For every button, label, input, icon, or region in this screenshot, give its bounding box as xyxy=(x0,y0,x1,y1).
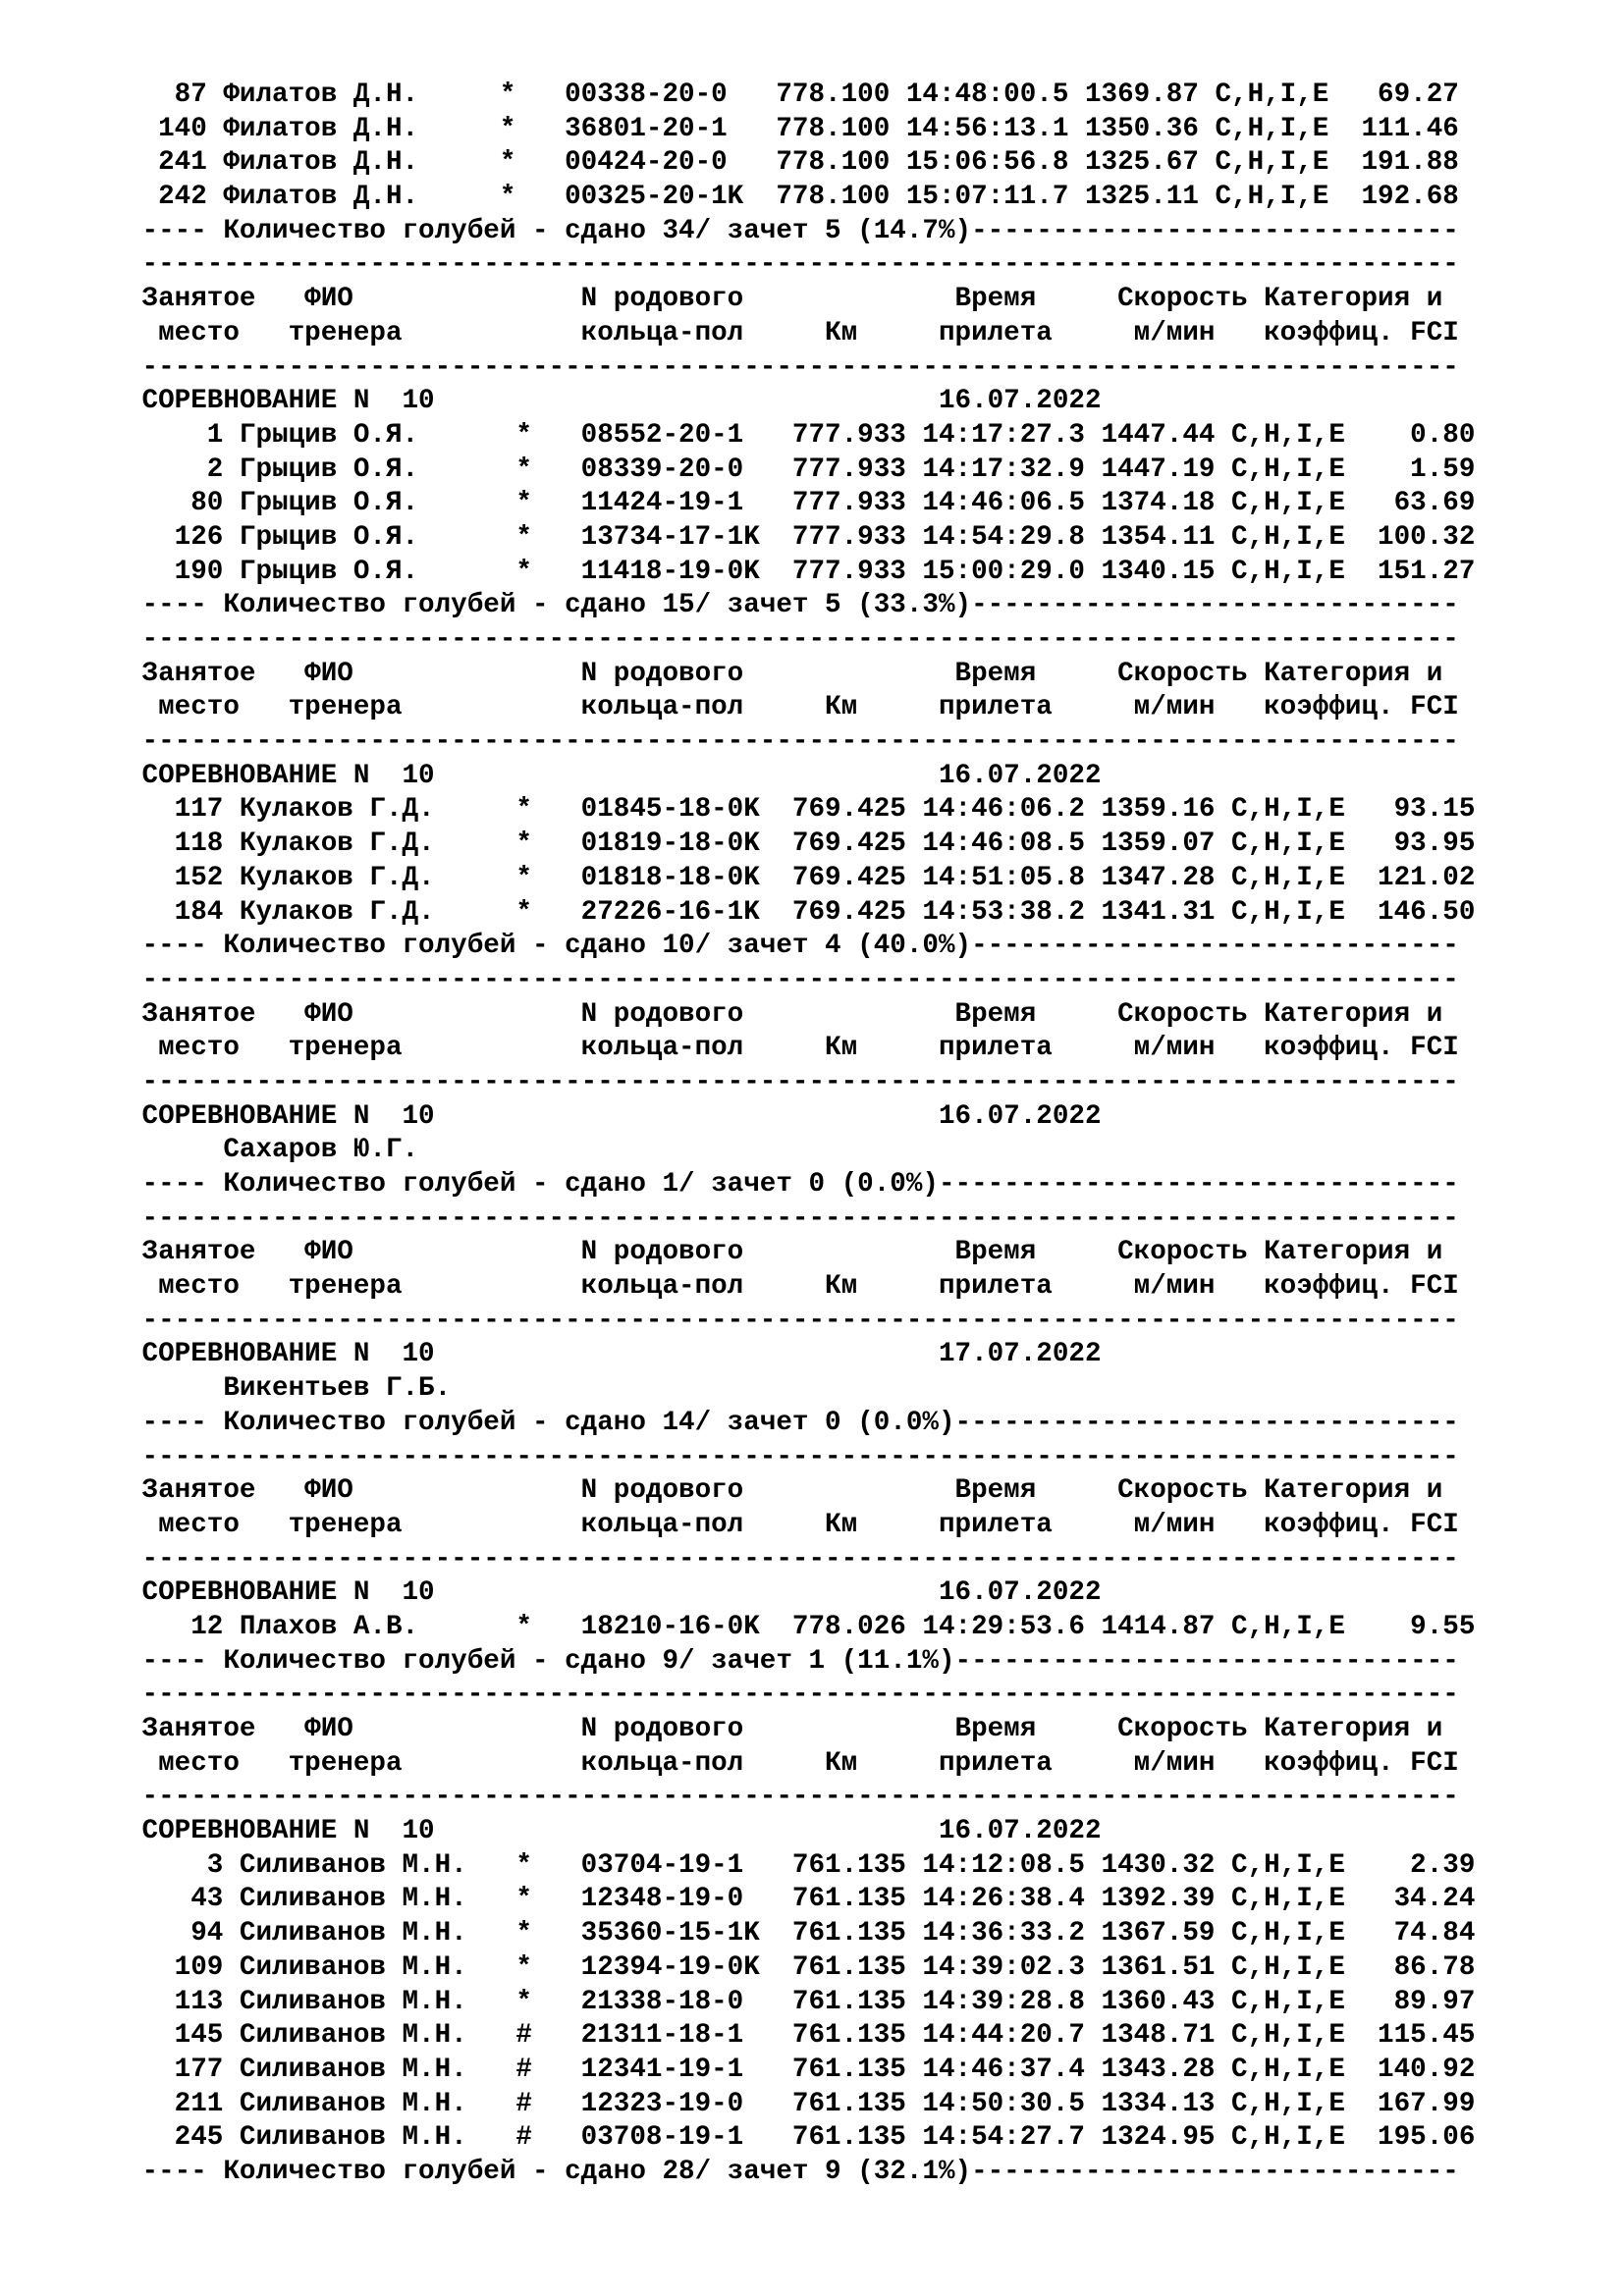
report-page xyxy=(126,79,1608,2190)
competition-header: СОРЕВНОВАНИЕ N 10 16.07.2022 xyxy=(126,1100,1102,1132)
divider-line: --------------------------------------------------------------------------------- xyxy=(126,1680,1459,1711)
participant-name: Викентьев Г.Б. xyxy=(126,1373,452,1405)
table-row: 12 Плахов А.В. * 18210-16-0K 778.026 14:29:53.6 1414.87 C,H,I,E 9.55 xyxy=(126,1611,1476,1642)
table-row: 1 Грыцив О.Я. * 08552-20-1 777.933 14:17:27.3 1447.44 C,H,I,E 0.80 xyxy=(126,419,1476,451)
competition-header: СОРЕВНОВАНИЕ N 10 16.07.2022 xyxy=(126,386,1102,417)
divider-line: --------------------------------------------------------------------------------- xyxy=(126,249,1459,281)
table-row: 241 Филатов Д.Н. * 00424-20-0 778.100 15:06:56.8 1325.67 C,H,I,E 191.88 xyxy=(126,147,1459,179)
table-row: 109 Силиванов М.Н. * 12394-19-0K 761.135 14:39:02.3 1361.51 C,H,I,E 86.78 xyxy=(126,1951,1476,1983)
summary-line: ---- Количество голубей - сдано 14/ зачет 0 (0.0%)------------------------------- xyxy=(126,1407,1459,1438)
summary-line: ---- Количество голубей - сдано 15/ зачет 5 (33.3%)------------------------------ xyxy=(126,590,1459,621)
divider-line: --------------------------------------------------------------------------------- xyxy=(126,351,1459,383)
summary-line: ---- Количество голубей - сдано 1/ зачет 0 (0.0%)-------------------------------- xyxy=(126,1169,1459,1200)
divider-line: --------------------------------------------------------------------------------- xyxy=(126,1782,1459,1813)
competition-header: СОРЕВНОВАНИЕ N 10 16.07.2022 xyxy=(126,760,1102,791)
table-row: 140 Филатов Д.Н. * 36801-20-1 778.100 14:56:13.1 1350.36 C,H,I,E 111.46 xyxy=(126,113,1459,144)
competition-header: СОРЕВНОВАНИЕ N 10 16.07.2022 xyxy=(126,1816,1102,1847)
table-row: 242 Филатов Д.Н. * 00325-20-1K 778.100 15:07:11.7 1325.11 C,H,I,E 192.68 xyxy=(126,182,1459,213)
divider-line: --------------------------------------------------------------------------------- xyxy=(126,624,1459,655)
column-header: место тренера кольца-пол Км прилета м/мин коэффиц. FCI xyxy=(126,317,1459,348)
table-row: 145 Силиванов М.Н. # 21311-18-1 761.135 14:44:20.7 1348.71 C,H,I,E 115.45 xyxy=(126,2020,1476,2052)
table-row: 152 Кулаков Г.Д. * 01818-18-0K 769.425 14:51:05.8 1347.28 C,H,I,E 121.02 xyxy=(126,862,1476,893)
column-header: Занятое ФИО N родового Время Скорость Категория и xyxy=(126,998,1443,1030)
summary-line: ---- Количество голубей - сдано 9/ зачет 1 (11.1%)------------------------------- xyxy=(126,1645,1459,1677)
column-header: место тренера кольца-пол Км прилета м/мин коэффиц. FCI xyxy=(126,1747,1459,1779)
table-row: 184 Кулаков Г.Д. * 27226-16-1K 769.425 14:53:38.2 1341.31 C,H,I,E 146.50 xyxy=(126,896,1476,928)
table-row: 43 Силиванов М.Н. * 12348-19-0 761.135 14:26:38.4 1392.39 C,H,I,E 34.24 xyxy=(126,1884,1476,1915)
table-row: 80 Грыцив О.Я. * 11424-19-1 777.933 14:46:06.5 1374.18 C,H,I,E 63.69 xyxy=(126,488,1476,519)
summary-line: ---- Количество голубей - сдано 28/ зачет 9 (32.1%)------------------------------ xyxy=(126,2156,1459,2187)
table-row: 117 Кулаков Г.Д. * 01845-18-0K 769.425 14:46:06.2 1359.16 C,H,I,E 93.15 xyxy=(126,794,1476,826)
table-row: 3 Силиванов М.Н. * 03704-19-1 761.135 14:12:08.5 1430.32 C,H,I,E 2.39 xyxy=(126,1849,1476,1881)
column-header: Занятое ФИО N родового Время Скорость Категория и xyxy=(126,1714,1443,1744)
table-row: 2 Грыцив О.Я. * 08339-20-0 777.933 14:17:32.9 1447.19 C,H,I,E 1.59 xyxy=(126,454,1476,485)
table-row: 87 Филатов Д.Н. * 00338-20-0 778.100 14:48:00.5 1369.87 C,H,I,E 69.27 xyxy=(126,80,1459,110)
table-row: 113 Силиванов М.Н. * 21338-18-0 761.135 14:39:28.8 1360.43 C,H,I,E 89.97 xyxy=(126,1986,1476,2017)
table-row: 177 Силиванов М.Н. # 12341-19-1 761.135 14:46:37.4 1343.28 C,H,I,E 140.92 xyxy=(126,2054,1476,2085)
column-header: место тренера кольца-пол Км прилета м/мин коэффиц. FCI xyxy=(126,1509,1459,1540)
divider-line: --------------------------------------------------------------------------------- xyxy=(126,964,1459,995)
divider-line: --------------------------------------------------------------------------------- xyxy=(126,1543,1459,1575)
column-header: место тренера кольца-пол Км прилета м/мин коэффиц. FCI xyxy=(126,1033,1459,1064)
column-header: место тренера кольца-пол Км прилета м/мин коэффиц. FCI xyxy=(126,692,1459,723)
divider-line: --------------------------------------------------------------------------------- xyxy=(126,726,1459,758)
column-header: место тренера кольца-пол Км прилета м/мин коэффиц. FCI xyxy=(126,1271,1459,1303)
divider-line: --------------------------------------------------------------------------------- xyxy=(126,1441,1459,1472)
divider-line: --------------------------------------------------------------------------------- xyxy=(126,1305,1459,1336)
table-row: 118 Кулаков Г.Д. * 01819-18-0K 769.425 14:46:08.5 1359.07 C,H,I,E 93.95 xyxy=(126,828,1476,860)
column-header: Занятое ФИО N родового Время Скорость Категория и xyxy=(126,1237,1443,1268)
competition-header: СОРЕВНОВАНИЕ N 10 17.07.2022 xyxy=(126,1339,1102,1370)
table-row: 126 Грыцив О.Я. * 13734-17-1K 777.933 14:54:29.8 1354.11 C,H,I,E 100.32 xyxy=(126,521,1476,553)
column-header: Занятое ФИО N родового Время Скорость Категория и xyxy=(126,1475,1443,1507)
column-header: Занятое ФИО N родового Время Скорость Категория и xyxy=(126,284,1443,315)
divider-line: --------------------------------------------------------------------------------- xyxy=(126,1202,1459,1234)
competition-header: СОРЕВНОВАНИЕ N 10 16.07.2022 xyxy=(126,1577,1102,1609)
table-row: 190 Грыцив О.Я. * 11418-19-0K 777.933 15:00:29.0 1340.15 C,H,I,E 151.27 xyxy=(126,556,1476,587)
summary-line: ---- Количество голубей - сдано 10/ зачет 4 (40.0%)------------------------------ xyxy=(126,931,1459,962)
table-row: 94 Силиванов М.Н. * 35360-15-1K 761.135 14:36:33.2 1367.59 C,H,I,E 74.84 xyxy=(126,1918,1476,1949)
table-row: 245 Силиванов М.Н. # 03708-19-1 761.135 14:54:27.7 1324.95 C,H,I,E 195.06 xyxy=(126,2122,1476,2154)
divider-line: --------------------------------------------------------------------------------- xyxy=(126,1066,1459,1097)
summary-line: ---- Количество голубей - сдано 34/ зачет 5 (14.7%)------------------------------ xyxy=(126,215,1459,246)
column-header: Занятое ФИО N родового Время Скорость Категория и xyxy=(126,658,1443,689)
participant-name: Сахаров Ю.Г. xyxy=(126,1135,419,1166)
table-row: 211 Силиванов М.Н. # 12323-19-0 761.135 14:50:30.5 1334.13 C,H,I,E 167.99 xyxy=(126,2088,1476,2119)
